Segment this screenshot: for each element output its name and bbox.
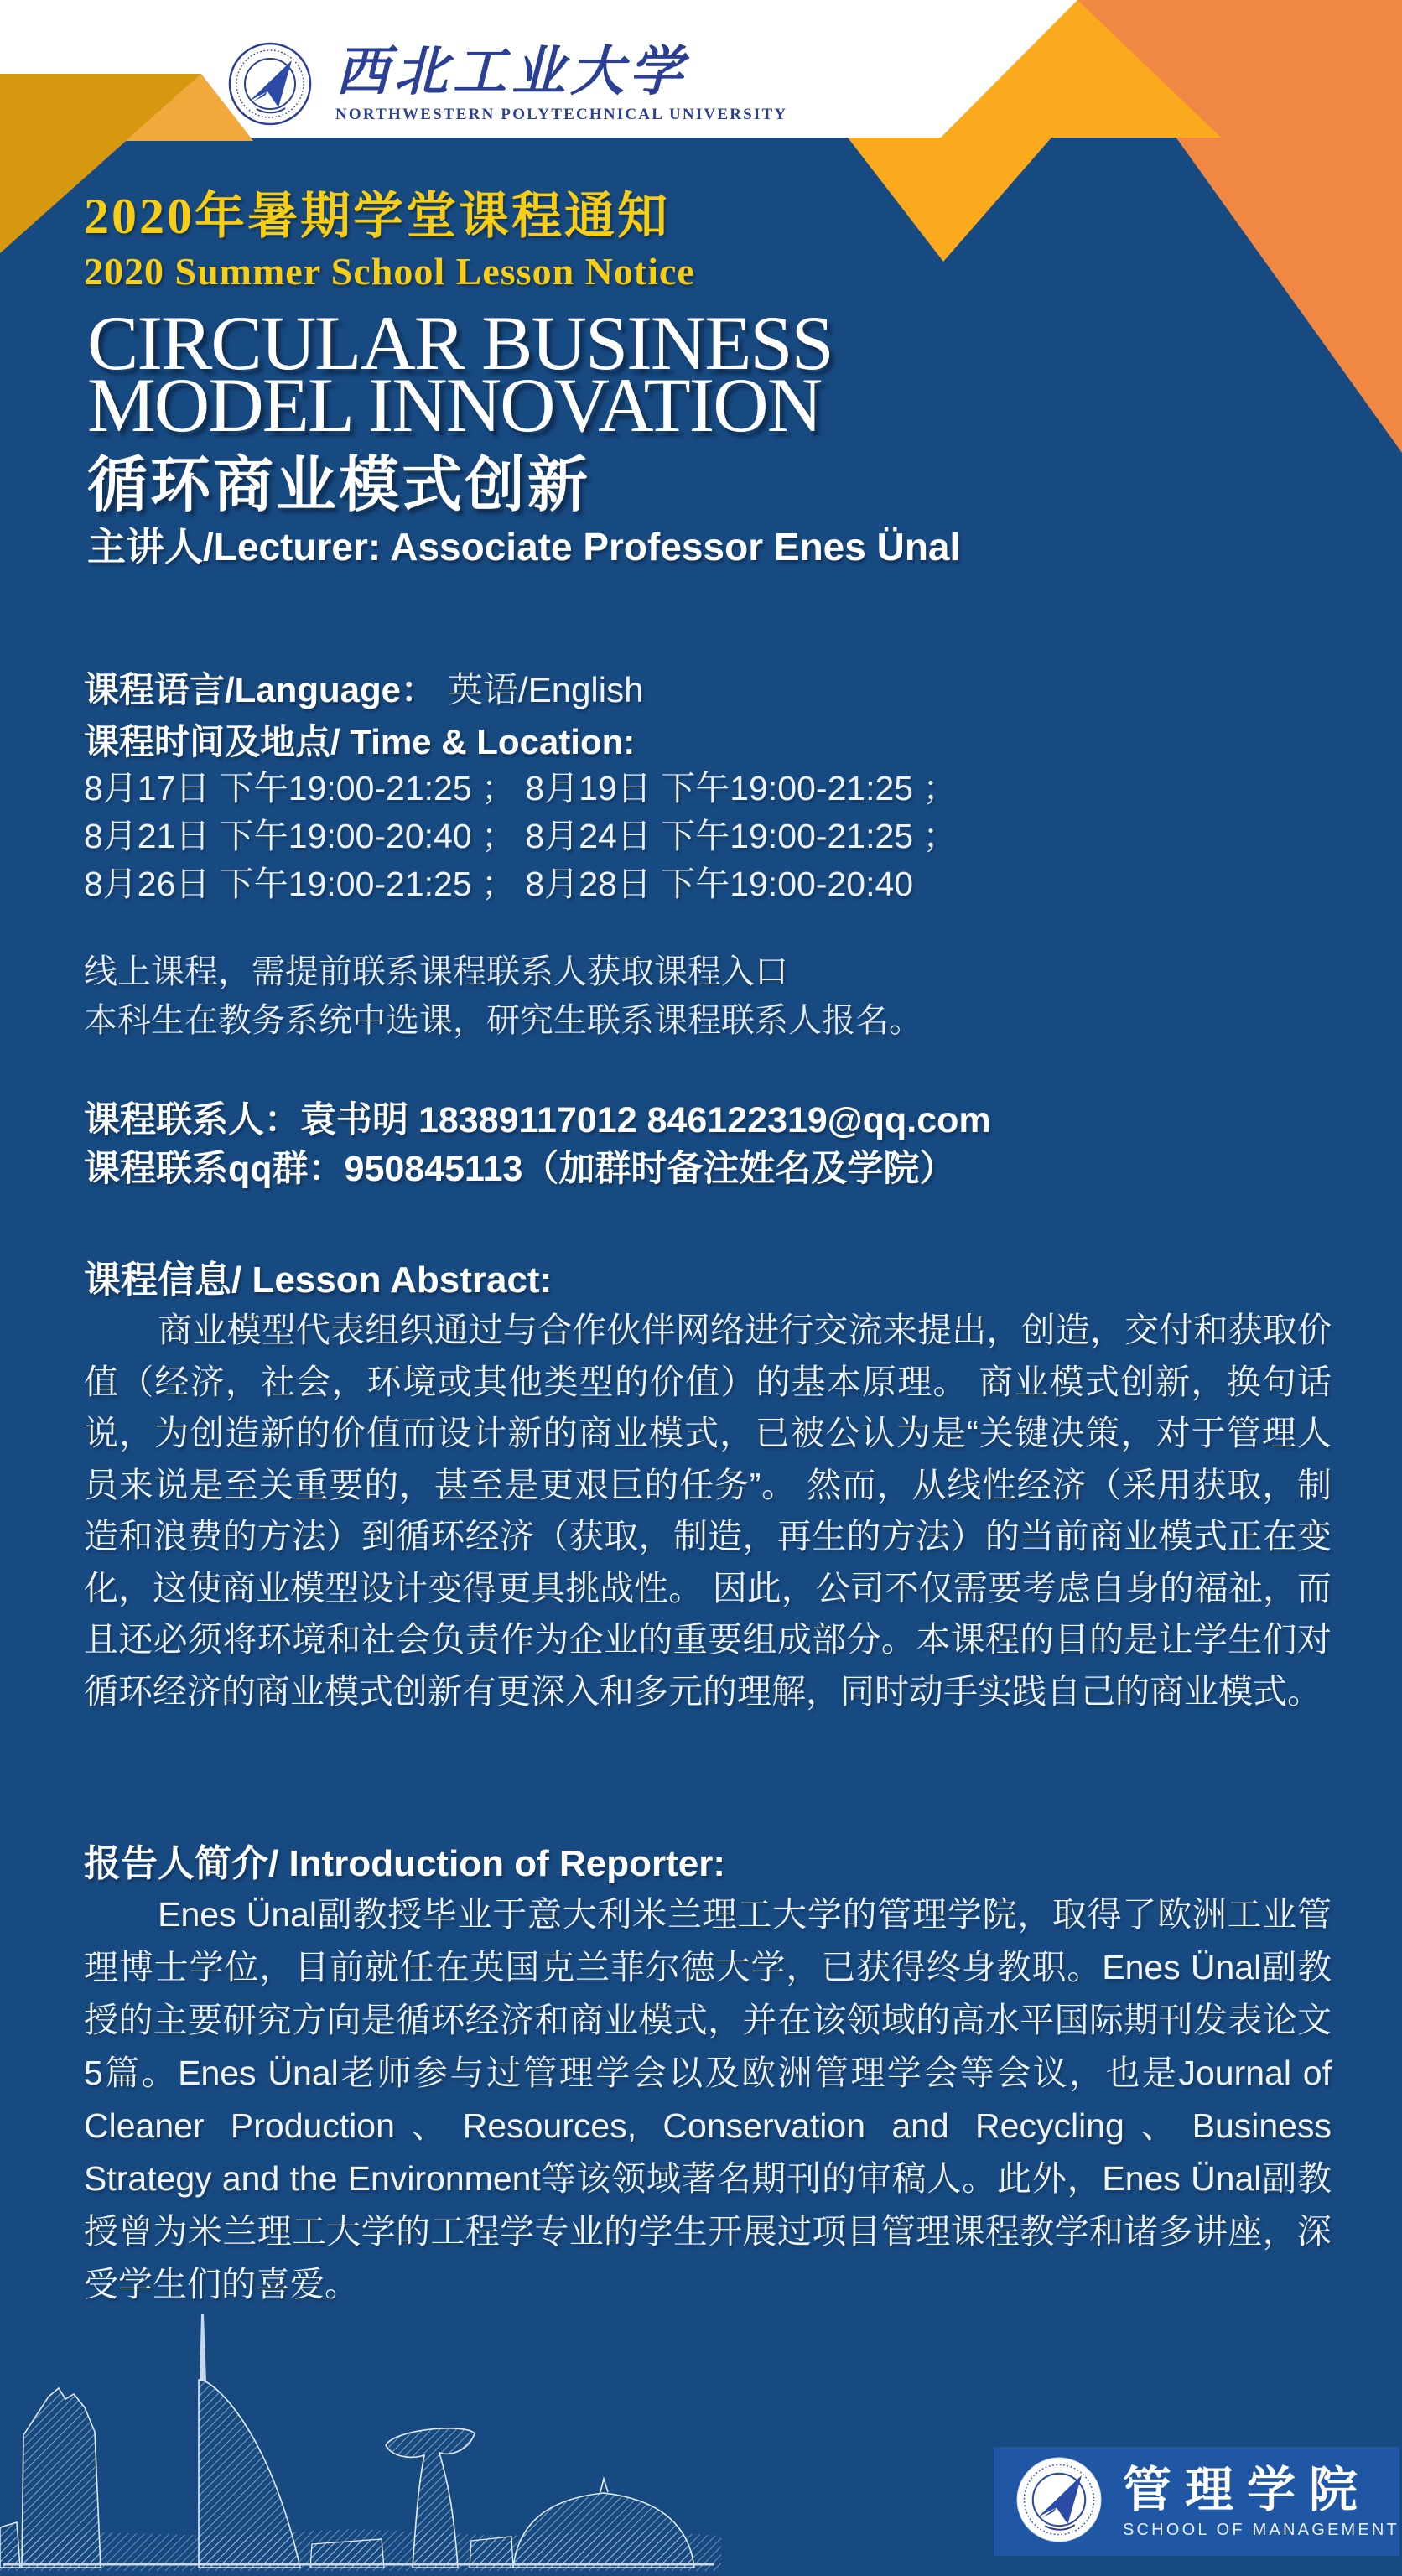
schedule-list [84, 765, 957, 908]
school-emblem-icon [1015, 2456, 1103, 2547]
language-line [84, 662, 643, 713]
course-title-line2: MODEL INNOVATION [87, 362, 822, 448]
contact-qq-line [84, 1140, 955, 1192]
npu-emblem-icon [228, 40, 312, 132]
language-label: 课程语言/Language： [84, 670, 437, 709]
abstract-heading: 课程信息/ Lesson Abstract: [84, 1259, 553, 1301]
lecturer-line: 主讲人/Lecturer: Associate Professor Enes Ünal [87, 525, 961, 569]
city-skyline-sketch [0, 2288, 738, 2576]
university-logo [228, 40, 787, 132]
abstract-paragraph: 商业模型代表组织通过与合作伙伴网络进行交流来提出，创造，交付和获取价值（经济，社会，环境或其他类型的价值）的基本原理。 商业模式创新，换句话说，为创造新的价值而设计新的商业模式，已被公认为是“关键决策，对于管理人员来说是至关重要的，甚至是更艰巨的任务”。 然而，从线性经济（采用获取，制造和浪费的方法）到循环经济（获取，制造，再生的方法）的当前商业模式正在变化，这使商业模型设计变得更具挑战性。 因此，公司不仅需要考虑自身的福祉，而且还必须将环境和社会负责作为企业的重要组成部分。本课程的目的是让学生们对循环经济的商业模式创新有更深入和多元的理解，同时动手实践自己的商业模式。 [84, 1311, 1332, 1711]
notice-title-chinese: 2020年暑期学堂课程通知 [84, 189, 670, 244]
reporter-heading: 报告人简介/ Introduction of Reporter: [84, 1843, 726, 1884]
time-location-heading: 课程时间及地点/ Time & Location: [84, 722, 636, 761]
notice-title-english: 2020 Summer School Lesson Notice [84, 250, 695, 293]
university-name-english: NORTHWESTERN POLYTECHNICAL UNIVERSITY [335, 106, 788, 123]
school-logo-box [994, 2447, 1399, 2556]
language-value: 英语/English [448, 670, 644, 709]
contact-person-line: 课程联系人：袁书明 18389117012 846122319@qq.com [84, 1100, 991, 1140]
qq-group-suffix: （加群时备注姓名及学院） [522, 1149, 956, 1189]
note-line: 线上课程，需提前联系课程联系人获取课程入口 [84, 953, 788, 990]
reporter-paragraph: Enes Ünal副教授毕业于意大利米兰理工大学的管理学院，取得了欧洲工业管理博士学位，目前就任在英国克兰菲尔德大学，已获得终身教职。Enes Ünal副教授的主要研究方向是循环经济和商业模式，并在该领域的高水平国际期刊发表论文5篇。Enes Ünal老师参与过管理学会以及欧洲管理学会等会议，也是Journal of Cleaner Production、Resources, Conservation and Recycling、Business Strategy and the Environment等该领域著名期刊的审稿人。此外，Enes Ünal副教授曾为米兰理工大学的工程学专业的学生开展过项目管理课程教学和诸多讲座，深受学生们的喜爱。 [84, 1895, 1332, 2303]
university-name-chinese: 西北工业大学 [335, 42, 688, 101]
schedule-line: 8月21日 下午19:00-20:40 ； 8月24日 下午19:00-21:25 ； [84, 817, 958, 855]
course-title-english [87, 300, 833, 448]
enrollment-notes [84, 948, 922, 1045]
note-line: 本科生在教务系统中选课，研究生联系课程联系人报名。 [84, 1002, 922, 1039]
university-name-block [335, 40, 787, 124]
qq-group-number: 950845113 [344, 1149, 523, 1189]
course-title-chinese: 循环商业模式创新 [87, 452, 591, 519]
school-name-english: SCHOOL OF MANAGEMENT [1123, 2520, 1399, 2539]
qq-group-label: 课程联系qq群： [84, 1149, 345, 1189]
school-name-chinese: 管理学院 [1123, 2462, 1372, 2517]
course-title-line1: CIRCULAR BUSINESS [87, 300, 833, 386]
amber-triangle-decoration-hanging [848, 138, 1052, 262]
school-name-block [1123, 2464, 1399, 2540]
schedule-line: 8月26日 下午19:00-21:25 ； 8月28日 下午19:00-20:40 [84, 865, 914, 903]
schedule-line: 8月17日 下午19:00-21:25 ； 8月19日 下午19:00-21:25 ； [84, 769, 958, 808]
